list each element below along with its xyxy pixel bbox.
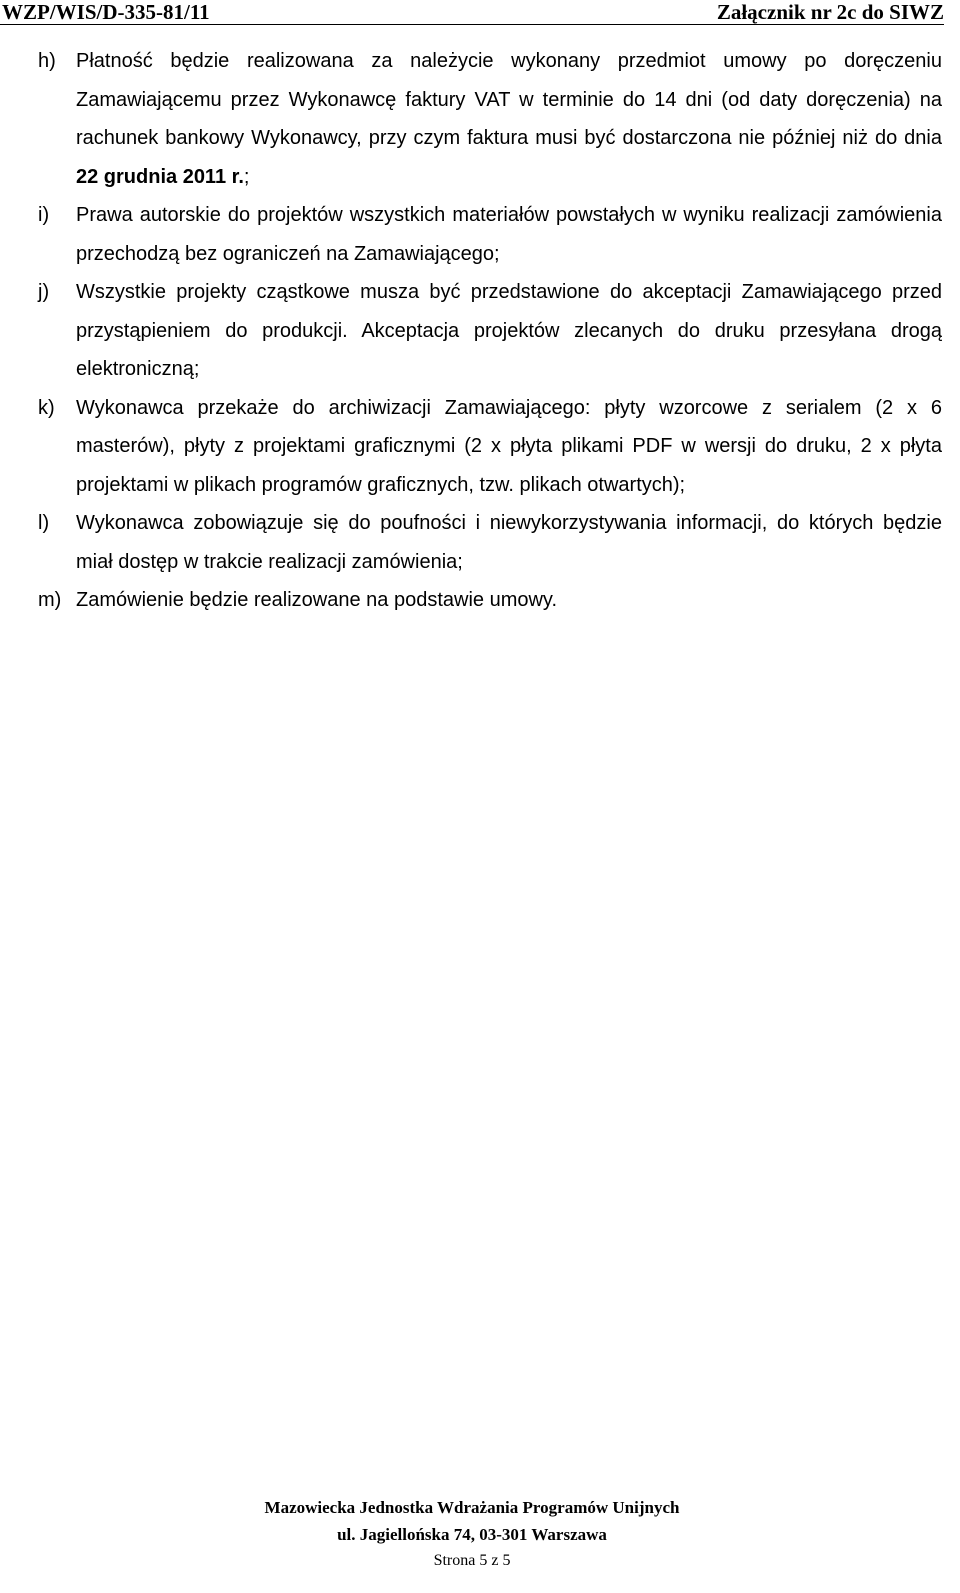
- item-text: Płatność będzie realizowana za należycie wykonany przedmiot umowy po doręczeniu Zamawiającemu przez Wykonawcę faktury VAT w terminie do 14 dni (od daty doręczenia) na rachunek bankowy Wykonawcy, przy czym faktura musi być dostarczona nie później niż do dnia: [76, 50, 942, 149]
- list-item-j: [38, 273, 942, 389]
- list-item-k: [38, 389, 942, 505]
- item-text: Wykonawca przekaże do archiwizacji Zamawiającego: płyty wzorcowe z serialem (2 x 6 masterów), płyty z projektami graficznymi (2 x płyta plikami PDF w wersji do druku, 2 x płyta projektami w plikach programów graficznych, tzw. plikach otwartych);: [76, 396, 942, 496]
- item-text-end: ;: [243, 165, 250, 188]
- item-text: Prawa autorskie do projektów wszystkich materiałów powstałych w wyniku realizacji zamówienia przechodzą bez ograniczeń na Zamawiającego;: [76, 204, 942, 265]
- list-marker: k): [38, 396, 55, 419]
- list-marker: i): [38, 204, 50, 226]
- list-marker: m): [38, 589, 62, 611]
- document-code: WZP/WIS/D-335-81/11: [2, 0, 210, 24]
- item-text: Wszystkie projekty cząstkowe musza być przedstawione do akceptacji Zamawiającego przed przystąpieniem do produkcji. Akceptacja projektów zlecanych do druku przesyłana drogą elektroniczną;: [76, 281, 942, 380]
- list-item-l: [38, 504, 942, 581]
- page-header: [0, 0, 944, 25]
- item-text: Zamówienie będzie realizowane na podstawie umowy.: [76, 589, 557, 611]
- page-number: Strona 5 z 5: [433, 1552, 511, 1569]
- list-marker: h): [38, 50, 56, 72]
- list-item-m: [38, 581, 942, 620]
- list-marker: l): [38, 512, 50, 534]
- item-text: Wykonawca zobowiązuje się do poufności i niewykorzystywania informacji, do których będzie miał dostęp w trakcie realizacji zamówienia;: [76, 512, 942, 573]
- list-item-i: [38, 196, 942, 273]
- deadline-date: 22 grudnia 2011 r.: [76, 165, 244, 188]
- footer-address: ul. Jagiellońska 74, 03-301 Warszawa: [337, 1525, 607, 1544]
- document-body: [38, 42, 942, 620]
- footer-organization: Mazowiecka Jednostka Wdrażania Programów Unijnych: [264, 1498, 680, 1517]
- annex-label: Załącznik nr 2c do SIWZ: [716, 0, 944, 24]
- list-item-h: [38, 42, 942, 196]
- list-marker: j): [38, 281, 50, 303]
